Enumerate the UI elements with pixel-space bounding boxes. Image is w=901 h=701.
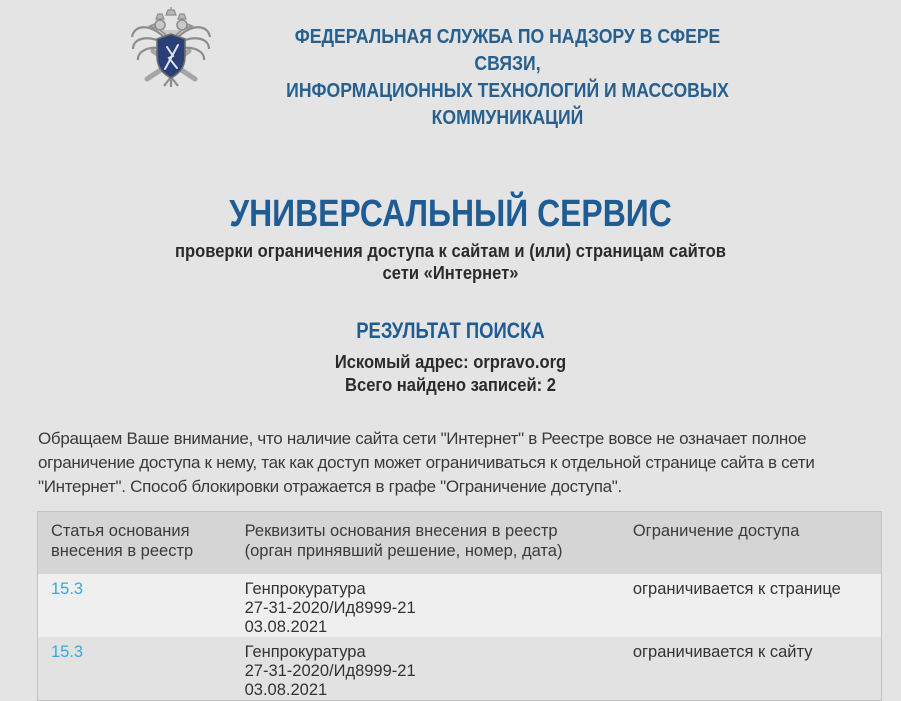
result-row-2 — [38, 637, 882, 701]
results-table — [37, 511, 882, 701]
cell-article-1 — [38, 574, 232, 637]
decision-date-2: 03.08.2021 — [244, 681, 328, 699]
searched-address: Искомый адрес: orpravo.org — [334, 352, 567, 372]
search-meta — [0, 351, 901, 397]
site-header — [0, 0, 901, 132]
column-header-details-line1: Реквизиты основания внесения в реестр — [244, 522, 558, 540]
cell-details-2 — [232, 637, 620, 701]
decision-number-2: 27-31-2020/Ид8999-21 — [244, 662, 416, 680]
column-header-restriction — [620, 512, 882, 575]
authority-1: Генпрокуратура — [244, 580, 366, 598]
records-found-count: Всего найдено записей: 2 — [345, 375, 556, 395]
article-link-1[interactable]: 15.3 — [51, 580, 84, 598]
service-subtitle-line2: сети «Интернет» — [382, 263, 519, 283]
cell-restriction-2 — [620, 637, 882, 701]
cell-details-1 — [232, 574, 620, 637]
column-header-restriction-line1: Ограничение доступа — [632, 522, 800, 540]
restriction-1: ограничивается к странице — [632, 580, 841, 598]
roskomnadzor-emblem-icon — [127, 7, 215, 89]
service-subtitle — [0, 240, 901, 284]
column-header-article — [38, 512, 232, 575]
org-name — [235, 24, 780, 132]
column-header-details-line2: (орган принявший решение, номер, дата) — [244, 542, 563, 560]
table-header-row — [38, 512, 882, 575]
decision-date-1: 03.08.2021 — [244, 618, 328, 636]
org-name-line2: ИНФОРМАЦИОННЫХ ТЕХНОЛОГИЙ И МАССОВЫХ КОММУНИКАЦИЙ — [286, 80, 729, 129]
cell-restriction-1 — [620, 574, 882, 637]
decision-number-1: 27-31-2020/Ид8999-21 — [244, 599, 416, 617]
search-result-heading: РЕЗУЛЬТАТ ПОИСКА — [356, 318, 545, 343]
org-name-line1: ФЕДЕРАЛЬНАЯ СЛУЖБА ПО НАДЗОРУ В СФЕРЕ СВЯЗИ, — [294, 26, 721, 75]
service-subtitle-line1: проверки ограничения доступа к сайтам и (или) страницам сайтов — [175, 241, 726, 261]
column-header-article-line2: внесения в реестр — [51, 542, 194, 560]
main-content — [0, 193, 901, 701]
notice-text: Обращаем Ваше внимание, что наличие сайта сети "Интернет" в Реестре вовсе не означает полное ограничение доступа к нему, так как доступ может ограничиваться к отдельной странице сайта в сети "Интернет". Способ блокировки отражается в графе "Ограничение доступа". — [38, 429, 815, 496]
restriction-2: ограничивается к сайту — [632, 643, 813, 661]
column-header-article-line1: Статья основания — [51, 522, 190, 540]
service-title: УНИВЕРСАЛЬНЫЙ СЕРВИС — [229, 193, 672, 235]
authority-2: Генпрокуратура — [244, 643, 366, 661]
cell-article-2 — [38, 637, 232, 701]
article-link-2[interactable]: 15.3 — [51, 643, 84, 661]
result-row-1 — [38, 574, 882, 637]
column-header-details — [232, 512, 620, 575]
